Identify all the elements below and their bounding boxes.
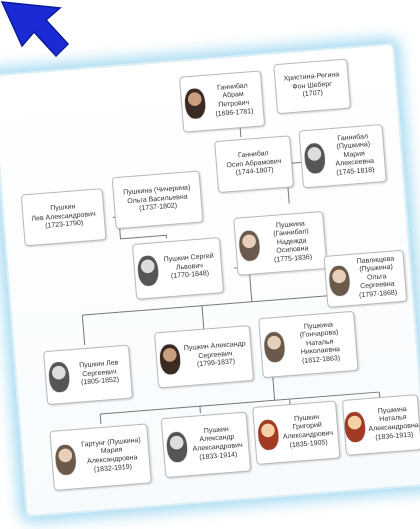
- portrait-icon: [328, 265, 350, 296]
- node-gannibal-osip[interactable]: [214, 135, 294, 193]
- node-years: (1797-1868): [358, 289, 398, 300]
- node-name: Пушкин: [50, 203, 76, 213]
- node-name: Пушкин Григорий: [292, 413, 323, 432]
- node-patronymic: Ольга Васильевна: [127, 193, 188, 205]
- node-name: Гартунг (Пушкина): [80, 436, 141, 449]
- node-patronymic: Мария Алексеевна: [335, 150, 375, 169]
- node-patronymic: Александрович: [282, 429, 334, 441]
- node-patronymic: Наталья Николаевна: [300, 338, 341, 357]
- node-name: Пушкин Лев: [79, 359, 119, 370]
- node-name: Пушкин Сергей: [163, 252, 214, 264]
- node-years: (1696-1781): [215, 107, 254, 118]
- node-pushkina-chicherina[interactable]: [112, 170, 204, 229]
- portrait-icon: [137, 255, 159, 286]
- node-years: (1836-1913): [375, 431, 414, 442]
- family-tree-card: [0, 43, 420, 517]
- node-pavlishcheva[interactable]: [323, 250, 407, 308]
- node-hristina[interactable]: [273, 59, 351, 115]
- node-years: (1835-1905): [289, 438, 328, 449]
- node-gartung[interactable]: [49, 423, 151, 491]
- node-patronymic: Надежда Осиповна: [276, 237, 309, 255]
- node-name: Пушкин Александр: [183, 340, 246, 353]
- node-name: Ганнибал (Пушкина): [336, 132, 371, 151]
- node-pushkin-sergey[interactable]: [132, 237, 224, 300]
- node-pushkina-natalia-g[interactable]: [258, 311, 358, 378]
- portrait-icon: [238, 230, 260, 261]
- node-patronymic: Мария Александровна: [86, 446, 138, 466]
- portrait-icon: [159, 344, 181, 375]
- node-pushkin-alexander[interactable]: [154, 325, 254, 388]
- portrait-icon: [48, 361, 70, 392]
- node-years: (1745-1818): [336, 166, 375, 177]
- node-pushkin-lev-a[interactable]: [21, 188, 107, 246]
- node-name: Пушкина (Ганнибал): [273, 219, 309, 238]
- arrow-icon: [0, 0, 70, 60]
- node-patronymic: Ольга Сергеевна: [359, 272, 395, 291]
- node-pushkina-natalia-a[interactable]: [342, 394, 420, 456]
- node-patronymic: Александровна: [368, 422, 420, 434]
- portrait-icon: [304, 143, 326, 174]
- node-patronymic: Лев Александрович: [31, 210, 96, 223]
- node-patronymic: Александр Александрович: [192, 433, 243, 453]
- portrait-icon: [55, 444, 77, 475]
- node-patronymic: Львович: [175, 262, 204, 272]
- node-years: (1770-1848): [170, 270, 210, 281]
- portrait-icon: [344, 411, 366, 442]
- node-name: Пушкина (Чичерина): [123, 184, 191, 197]
- node-pushkin-lev-s[interactable]: [43, 345, 133, 406]
- node-name: Ганнибал: [237, 150, 269, 160]
- portrait-icon: [184, 88, 206, 119]
- portrait-icon: [263, 331, 285, 362]
- node-years: (1723-1790): [44, 220, 84, 231]
- node-years: (1707): [302, 89, 324, 99]
- portrait-icon: [257, 419, 279, 450]
- node-pushkin-alexander-a[interactable]: [161, 412, 251, 479]
- node-years: (1805-1852): [80, 376, 120, 387]
- node-patronymic: Сергеевич: [198, 350, 233, 360]
- node-years: (1832-1919): [93, 463, 133, 474]
- node-name: Пушкина (Гончарова): [299, 321, 339, 340]
- node-pushkin-grigory[interactable]: [252, 400, 340, 464]
- portrait-icon: [166, 431, 188, 462]
- node-name: Пушкин: [203, 425, 230, 435]
- node-years: (1744-1807): [235, 166, 274, 177]
- node-years: (1833-1914): [199, 450, 238, 461]
- node-patronymic: Осип Абрамович: [226, 157, 282, 170]
- node-name: Павлищева (Пушкина): [356, 255, 395, 274]
- node-gannibal-abram[interactable]: [179, 70, 265, 132]
- node-name: Христина-Регина: [283, 71, 340, 83]
- node-patronymic: Сергеевич: [82, 368, 117, 378]
- node-years: (1737-1802): [138, 202, 178, 213]
- node-years: (1775-1836): [273, 253, 313, 264]
- node-name: Пушкина Наталья: [377, 405, 407, 424]
- node-patronymic: Петрович: [218, 99, 250, 109]
- node-years: (1812-1863): [301, 354, 341, 365]
- node-name: Ганнибал Абрам: [216, 82, 249, 100]
- node-gannibal-maria[interactable]: [299, 124, 387, 188]
- node-patronymic: Фон Шеберг: [292, 80, 333, 91]
- node-years: (1799-1837): [196, 358, 236, 369]
- node-pushkina-nadezhda[interactable]: [233, 211, 327, 276]
